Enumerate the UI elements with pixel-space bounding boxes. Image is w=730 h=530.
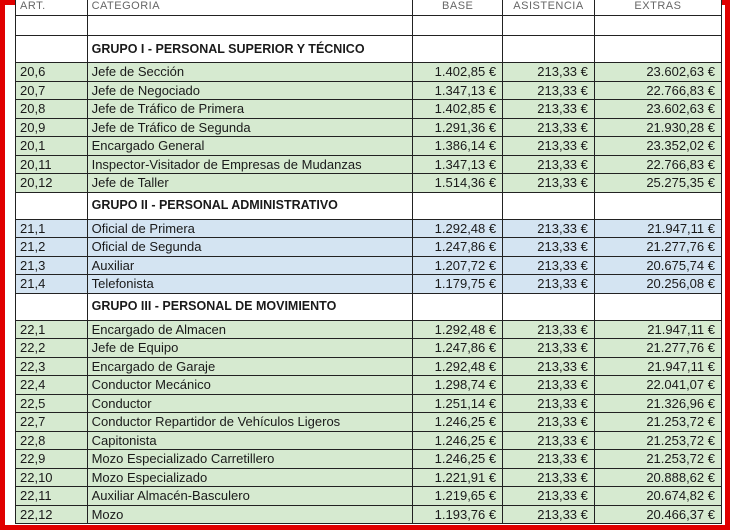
- table-row: [16, 394, 722, 413]
- table-row: [16, 320, 722, 339]
- cell-categoria: Auxiliar: [87, 256, 413, 275]
- table-row: [16, 174, 722, 193]
- table-row: [16, 137, 722, 156]
- cell-extras: 21.326,96 €: [594, 394, 721, 413]
- cell-categoria: Capitonista: [87, 431, 413, 450]
- cell-art: 21,4: [16, 275, 88, 294]
- group-header-row: [16, 293, 722, 320]
- cell-asistencia: 213,33 €: [503, 100, 595, 119]
- cell-base: 1.291,36 €: [413, 118, 503, 137]
- cell-base: 1.514,36 €: [413, 174, 503, 193]
- cell-art: 22,7: [16, 413, 88, 432]
- cell-categoria: Conductor Mecánico: [87, 376, 413, 395]
- cell-extras: 21.253,72 €: [594, 413, 721, 432]
- cell-asistencia: 213,33 €: [503, 376, 595, 395]
- cell-asistencia: 213,33 €: [503, 238, 595, 257]
- cell-extras: 25.275,35 €: [594, 174, 721, 193]
- table-row: [16, 256, 722, 275]
- table-row: [16, 431, 722, 450]
- cell-categoria: Jefe de Negociado: [87, 81, 413, 100]
- cell-categoria: Encargado de Almacen: [87, 320, 413, 339]
- group-header-row: [16, 36, 722, 63]
- table-row: [16, 155, 722, 174]
- cell-categoria: Telefonista: [87, 275, 413, 294]
- table-row: [16, 487, 722, 506]
- cell-art: 22,12: [16, 505, 88, 524]
- table-row: [16, 118, 722, 137]
- cell-extras: 21.277,76 €: [594, 238, 721, 257]
- cell-base: 1.221,91 €: [413, 468, 503, 487]
- table-row: [16, 238, 722, 257]
- cell-asistencia: 213,33 €: [503, 394, 595, 413]
- cell-extras: 21.930,28 €: [594, 118, 721, 137]
- cell-art: 21,1: [16, 219, 88, 238]
- cell-extras: 21.947,11 €: [594, 320, 721, 339]
- cell-categoria: Encargado General: [87, 137, 413, 156]
- table-row: [16, 450, 722, 469]
- group-title: GRUPO I - PERSONAL SUPERIOR Y TÉCNICO: [87, 36, 413, 63]
- cell-art: 22,1: [16, 320, 88, 339]
- cell-art: 22,11: [16, 487, 88, 506]
- cell-art: 20,8: [16, 100, 88, 119]
- table-row: [16, 505, 722, 524]
- cell-asistencia: 213,33 €: [503, 256, 595, 275]
- table-row: [16, 413, 722, 432]
- cell-art: 22,9: [16, 450, 88, 469]
- cell-asistencia: 213,33 €: [503, 81, 595, 100]
- cell-extras: 23.352,02 €: [594, 137, 721, 156]
- cell-base: 1.298,74 €: [413, 376, 503, 395]
- cell-asistencia: 213,33 €: [503, 275, 595, 294]
- cell-base: 1.246,25 €: [413, 450, 503, 469]
- salary-table-wrap: [15, 0, 722, 524]
- cell-asistencia: 213,33 €: [503, 137, 595, 156]
- cell-base: 1.179,75 €: [413, 275, 503, 294]
- cell-extras: 22.766,83 €: [594, 81, 721, 100]
- cell-base: 1.247,86 €: [413, 238, 503, 257]
- table-body: [16, 16, 722, 524]
- cell-base: 1.247,86 €: [413, 339, 503, 358]
- cell-extras: 22.041,07 €: [594, 376, 721, 395]
- cell-base: 1.402,85 €: [413, 63, 503, 82]
- cell-categoria: Jefe de Taller: [87, 174, 413, 193]
- cell-asistencia: 213,33 €: [503, 63, 595, 82]
- cell-art: 20,1: [16, 137, 88, 156]
- cell-categoria: Inspector-Visitador de Empresas de Mudanzas: [87, 155, 413, 174]
- cell-extras: 23.602,63 €: [594, 63, 721, 82]
- cell-base: 1.193,76 €: [413, 505, 503, 524]
- cell-art: 22,8: [16, 431, 88, 450]
- cell-asistencia: 213,33 €: [503, 505, 595, 524]
- cell-extras: 21.253,72 €: [594, 450, 721, 469]
- header-extras: EXTRAS: [594, 0, 721, 16]
- cell-asistencia: 213,33 €: [503, 413, 595, 432]
- cell-categoria: Jefe de Tráfico de Segunda: [87, 118, 413, 137]
- header-base: BASE: [413, 0, 503, 16]
- table-row: [16, 63, 722, 82]
- group-title: GRUPO III - PERSONAL DE MOVIMIENTO: [87, 293, 413, 320]
- cell-asistencia: 213,33 €: [503, 487, 595, 506]
- cell-art: 21,3: [16, 256, 88, 275]
- cell-base: 1.347,13 €: [413, 155, 503, 174]
- cell-art: 22,5: [16, 394, 88, 413]
- cell-extras: 20.674,82 €: [594, 487, 721, 506]
- cell-categoria: Conductor: [87, 394, 413, 413]
- cell-categoria: Conductor Repartidor de Vehículos Ligeros: [87, 413, 413, 432]
- header-categoria: CATEGORIA: [87, 0, 413, 16]
- cell-extras: 21.947,11 €: [594, 357, 721, 376]
- cell-art: 22,2: [16, 339, 88, 358]
- table-row: [16, 275, 722, 294]
- cell-base: 1.246,25 €: [413, 431, 503, 450]
- cell-art: 21,2: [16, 238, 88, 257]
- cell-art: 22,4: [16, 376, 88, 395]
- cell-categoria: Jefe de Tráfico de Primera: [87, 100, 413, 119]
- cell-asistencia: 213,33 €: [503, 339, 595, 358]
- cell-asistencia: 213,33 €: [503, 357, 595, 376]
- cell-extras: 21.947,11 €: [594, 219, 721, 238]
- cell-art: 22,3: [16, 357, 88, 376]
- cell-art: 20,9: [16, 118, 88, 137]
- cell-asistencia: 213,33 €: [503, 468, 595, 487]
- cell-extras: 20.256,08 €: [594, 275, 721, 294]
- table-row: [16, 357, 722, 376]
- cell-base: 1.402,85 €: [413, 100, 503, 119]
- cell-asistencia: 213,33 €: [503, 118, 595, 137]
- cell-asistencia: 213,33 €: [503, 450, 595, 469]
- header-row: [16, 0, 722, 16]
- cell-base: 1.386,14 €: [413, 137, 503, 156]
- cell-extras: 20.466,37 €: [594, 505, 721, 524]
- cell-asistencia: 213,33 €: [503, 431, 595, 450]
- cell-base: 1.207,72 €: [413, 256, 503, 275]
- cell-extras: 21.277,76 €: [594, 339, 721, 358]
- table-row: [16, 339, 722, 358]
- cell-categoria: Jefe de Sección: [87, 63, 413, 82]
- header-art: ART.: [16, 0, 88, 16]
- cell-categoria: Mozo Especializado: [87, 468, 413, 487]
- spacer-row: [16, 16, 722, 36]
- cell-extras: 20.888,62 €: [594, 468, 721, 487]
- table-row: [16, 376, 722, 395]
- cell-extras: 20.675,74 €: [594, 256, 721, 275]
- cell-extras: 21.253,72 €: [594, 431, 721, 450]
- cell-art: 20,12: [16, 174, 88, 193]
- cell-base: 1.219,65 €: [413, 487, 503, 506]
- cell-base: 1.251,14 €: [413, 394, 503, 413]
- cell-art: 22,10: [16, 468, 88, 487]
- table-row: [16, 468, 722, 487]
- salary-table: [15, 0, 722, 524]
- group-header-row: [16, 192, 722, 219]
- cell-art: 20,7: [16, 81, 88, 100]
- cell-base: 1.292,48 €: [413, 219, 503, 238]
- header-asistencia: ASISTENCIA: [503, 0, 595, 16]
- cell-categoria: Jefe de Equipo: [87, 339, 413, 358]
- cell-base: 1.292,48 €: [413, 357, 503, 376]
- cell-asistencia: 213,33 €: [503, 320, 595, 339]
- cell-categoria: Mozo Especializado Carretillero: [87, 450, 413, 469]
- table-row: [16, 100, 722, 119]
- cell-base: 1.292,48 €: [413, 320, 503, 339]
- cell-art: 20,6: [16, 63, 88, 82]
- cell-categoria: Oficial de Primera: [87, 219, 413, 238]
- cell-asistencia: 213,33 €: [503, 174, 595, 193]
- cell-extras: 22.766,83 €: [594, 155, 721, 174]
- table-row: [16, 219, 722, 238]
- table-header: [16, 0, 722, 16]
- cell-categoria: Auxiliar Almacén-Basculero: [87, 487, 413, 506]
- table-row: [16, 81, 722, 100]
- cell-art: 20,11: [16, 155, 88, 174]
- cell-base: 1.246,25 €: [413, 413, 503, 432]
- cell-asistencia: 213,33 €: [503, 155, 595, 174]
- cell-asistencia: 213,33 €: [503, 219, 595, 238]
- group-title: GRUPO II - PERSONAL ADMINISTRATIVO: [87, 192, 413, 219]
- cell-base: 1.347,13 €: [413, 81, 503, 100]
- cell-categoria: Mozo: [87, 505, 413, 524]
- cell-extras: 23.602,63 €: [594, 100, 721, 119]
- cell-categoria: Encargado de Garaje: [87, 357, 413, 376]
- cell-categoria: Oficial de Segunda: [87, 238, 413, 257]
